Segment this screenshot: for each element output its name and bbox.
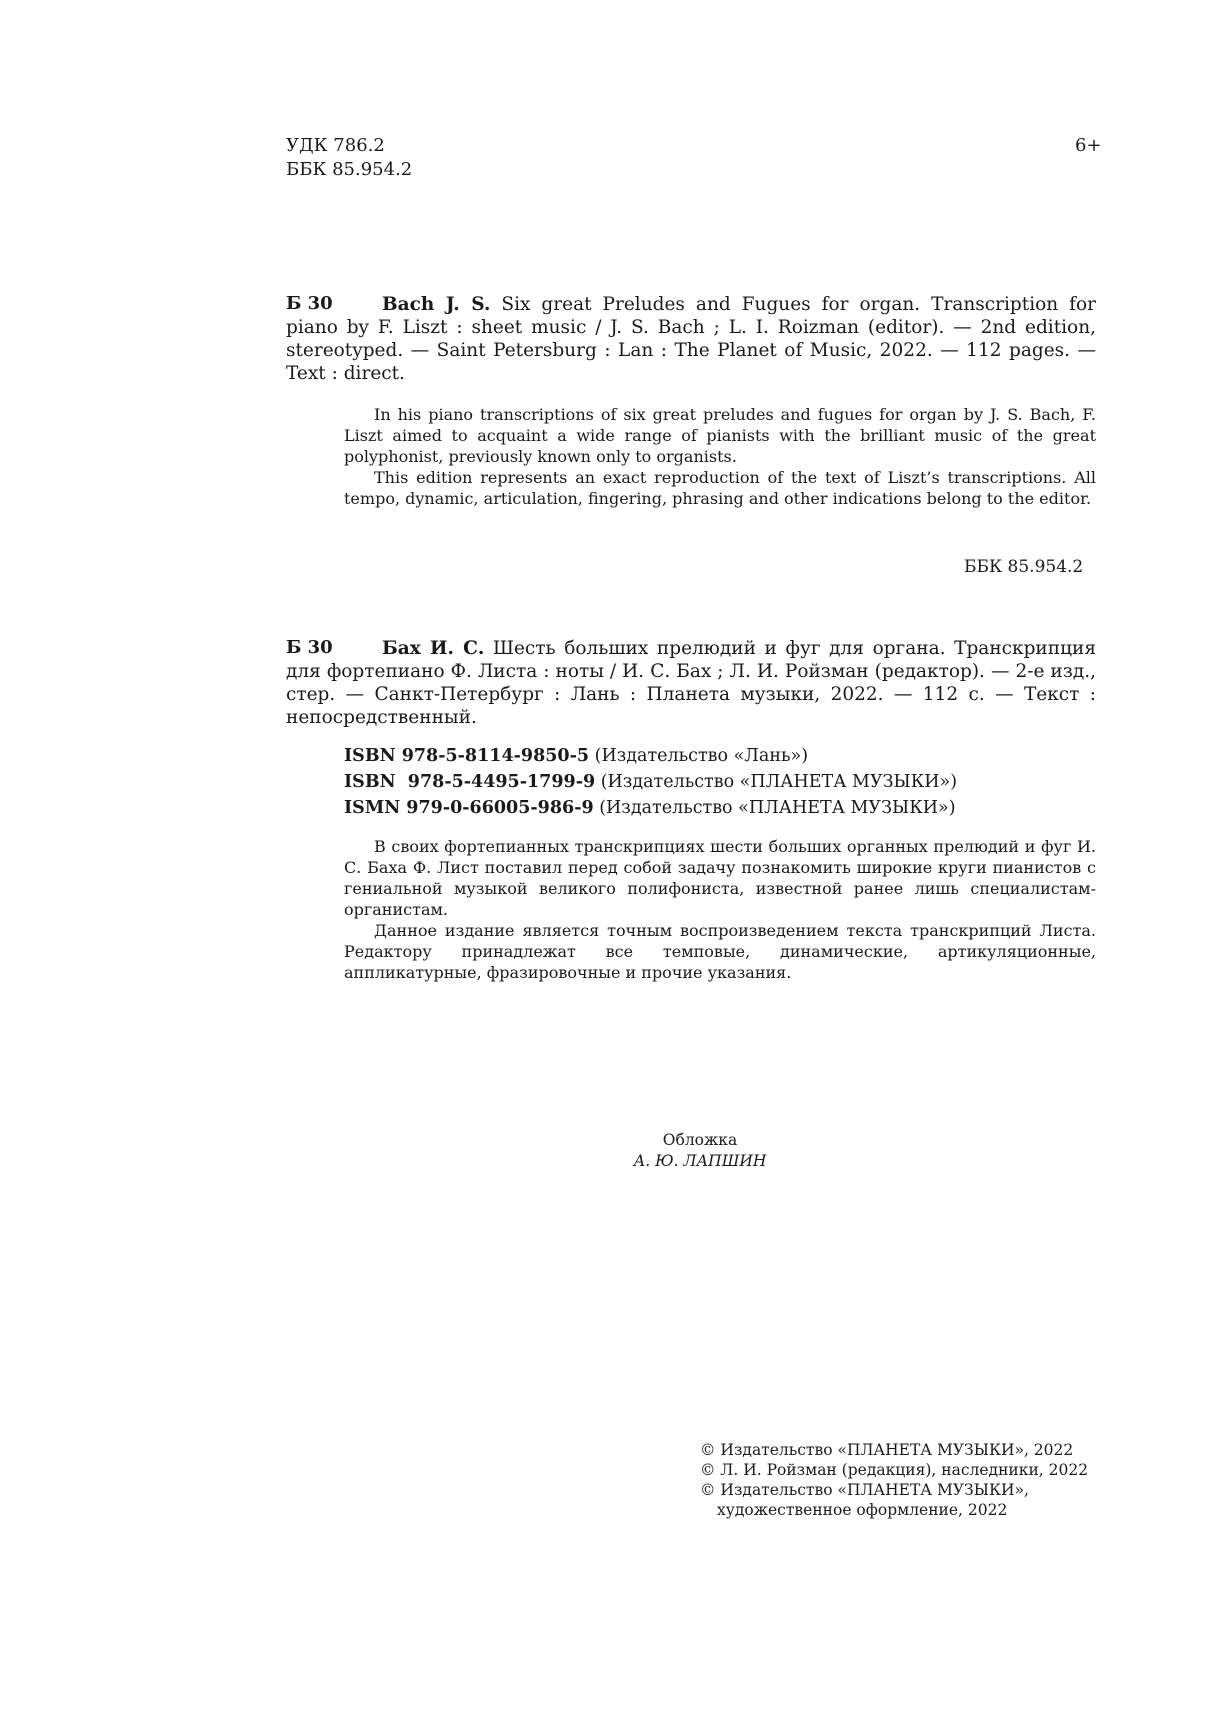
copyright-line: © Издательство «ПЛАНЕТА МУЗЫКИ», художественное оформление, 2022 <box>700 1481 1029 1519</box>
citation-ru <box>286 637 1096 729</box>
cover-designer: А. Ю. ЛАПШИН <box>633 1152 767 1170</box>
bbk-code: ББК 85.954.2 <box>286 159 413 180</box>
copyright-block <box>700 1440 1100 1520</box>
annotation-ru-p2: Данное издание является точным воспроизведением текста транскрипций Листа. Редактору принадлежат все темповые, динамические, артикуляционные, аппликатурные, фразировочные и прочие указания. <box>344 921 1096 982</box>
author-mark-ru: Б 30 <box>286 637 333 658</box>
citation-text-ru: Шесть больших прелюдий и фуг для органа. Транскрипция для фортепиано Ф. Листа : ноты / И. С. Бах ; Л. И. Ройзман (редактор). — 2-е изд., стер. — Санкт-Петербург : Лань : Планета музыки, 2022. — 112 с. — Текст : непосредственный. <box>286 638 1096 728</box>
citation-text-en: Six great Preludes and Fugues for organ. Transcription for piano by F. Liszt : sheet music / J. S. Bach ; L. I. Roizman (editor). — 2nd edition, stereotyped. — Saint Petersburg : Lan : The Planet of Music, 2022. — 112 pages. — Text : direct. <box>286 294 1097 384</box>
cover-credit <box>560 1130 840 1172</box>
bbk-en: ББК 85.954.2 <box>964 557 1084 577</box>
annotation-ru-p1: В своих фортепианных транскрипциях шести больших органных прелюдий и фуг И. С. Баха Ф. Лист поставил перед собой задачу познакомить широкие круги пианистов с гениальной музыкой великого полифониста, известной ранее лишь специалистам-органистам. <box>344 837 1096 919</box>
udk-code: УДК 786.2 <box>286 135 385 156</box>
copyright-line: © Издательство «ПЛАНЕТА МУЗЫКИ», 2022 <box>700 1441 1074 1459</box>
identifier-number: ISBN 978-5-8114-9850-5 <box>344 746 590 766</box>
author-mark-en: Б 30 <box>286 293 333 314</box>
identifier-publisher: (Издательство «ПЛАНЕТА МУЗЫКИ») <box>593 798 956 818</box>
annotation-en <box>344 404 1096 509</box>
identifier-row <box>344 795 957 821</box>
identifier-publisher: (Издательство «ПЛАНЕТА МУЗЫКИ») <box>595 772 958 792</box>
age-rating: 6+ <box>1075 135 1102 156</box>
identifier-number: ISMN 979-0-66005-986-9 <box>344 798 594 818</box>
identifiers <box>344 743 957 821</box>
classification-codes <box>286 134 412 182</box>
annotation-ru <box>344 836 1096 983</box>
cover-label: Обложка <box>662 1131 738 1149</box>
annotation-en-p2: This edition represents an exact reproduction of the text of Liszt’s transcriptions. All tempo, dynamic, articulation, fingering, phrasing and other indications belong to the editor. <box>344 468 1096 508</box>
author-en: Bach J. S. <box>382 294 491 315</box>
identifier-row <box>344 743 957 769</box>
identifier-row <box>344 769 957 795</box>
copyright-line: © Л. И. Ройзман (редакция), наследники, 2022 <box>700 1461 1089 1479</box>
identifier-number: ISBN 978-5-4495-1799-9 <box>344 772 596 792</box>
identifier-publisher: (Издательство «Лань») <box>589 746 809 766</box>
author-ru: Бах И. С. <box>382 638 485 659</box>
citation-en <box>286 293 1096 385</box>
annotation-en-p1: In his piano transcriptions of six great preludes and fugues for organ by J. S. Bach, F. Liszt aimed to acquaint a wide range of pianists with the brilliant music of the great polyphonist, previously known only to organists. <box>344 405 1096 466</box>
